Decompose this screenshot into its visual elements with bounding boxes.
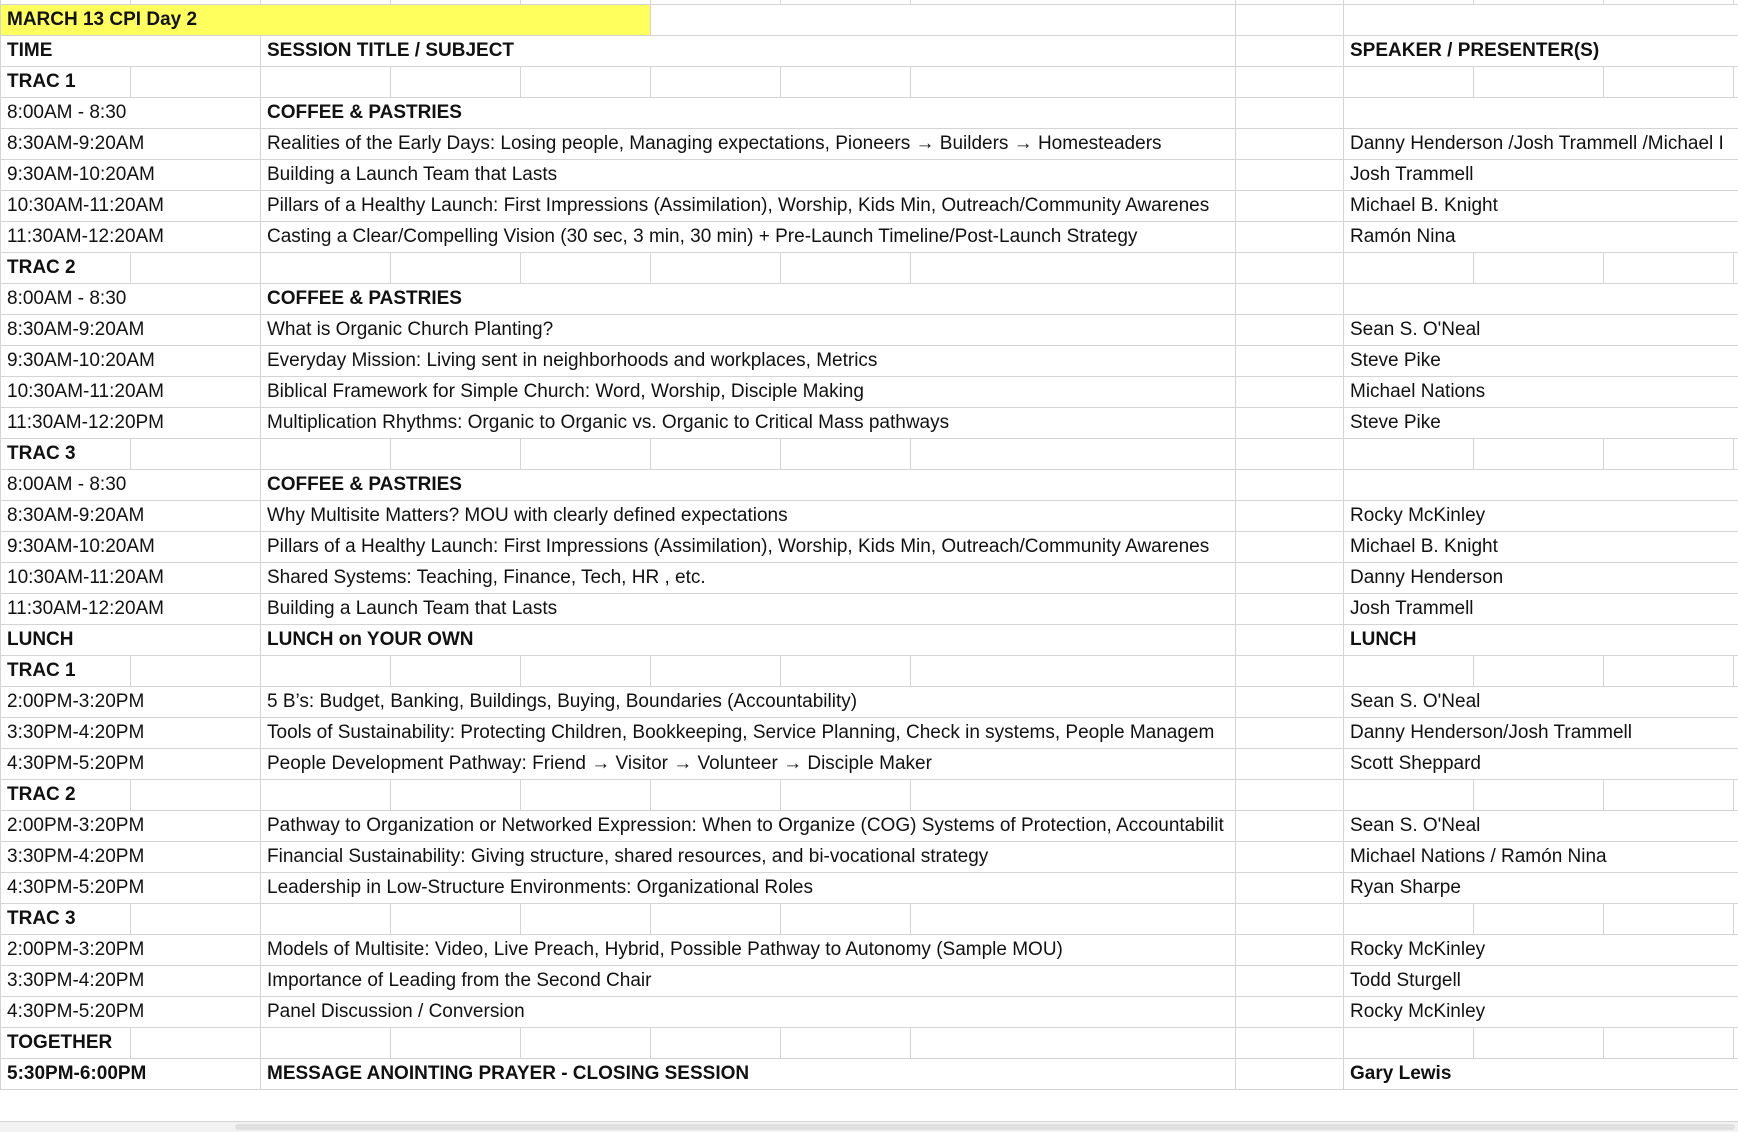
table-row: [1, 594, 1738, 625]
table-row: [1, 253, 1738, 284]
table-row: [1, 873, 1738, 904]
time-cell[interactable]: 11:30AM-12:20AM: [1, 222, 261, 253]
empty-cell[interactable]: [1344, 780, 1474, 811]
empty-cell[interactable]: [651, 67, 781, 98]
empty-cell[interactable]: [781, 780, 911, 811]
speaker-cell[interactable]: Rocky McKinley: [1344, 935, 1738, 966]
time-cell[interactable]: 8:30AM-9:20AM: [1, 315, 261, 346]
time-cell[interactable]: 8:00AM - 8:30: [1, 98, 261, 129]
empty-cell[interactable]: [1474, 656, 1604, 687]
empty-cell[interactable]: [911, 904, 1236, 935]
session-cell[interactable]: Building a Launch Team that Lasts: [261, 594, 1236, 625]
speaker-cell[interactable]: Scott Sheppard: [1344, 749, 1738, 780]
empty-cell[interactable]: [781, 904, 911, 935]
session-cell[interactable]: COFFEE & PASTRIES: [261, 284, 1236, 315]
empty-cell[interactable]: [1236, 904, 1344, 935]
table-row: [1, 98, 1738, 129]
empty-cell[interactable]: [521, 253, 651, 284]
speaker-cell[interactable]: [1344, 284, 1738, 315]
empty-cell[interactable]: [391, 1028, 521, 1059]
empty-cell[interactable]: [1236, 811, 1344, 842]
time-cell[interactable]: 8:30AM-9:20AM: [1, 129, 261, 160]
speaker-cell[interactable]: Michael Nations / Ramón Nina: [1344, 842, 1738, 873]
empty-cell[interactable]: [261, 656, 391, 687]
table-row: [1, 470, 1738, 501]
table-row: [1, 191, 1738, 222]
speaker-cell[interactable]: Danny Henderson: [1344, 563, 1738, 594]
empty-cell[interactable]: [1604, 67, 1734, 98]
speaker-cell[interactable]: Steve Pike: [1344, 408, 1738, 439]
time-cell[interactable]: 11:30AM-12:20AM: [1, 594, 261, 625]
empty-cell[interactable]: [1236, 718, 1344, 749]
speaker-cell[interactable]: Michael Nations: [1344, 377, 1738, 408]
empty-cell[interactable]: [1236, 687, 1344, 718]
table-row: [1, 129, 1738, 160]
empty-cell[interactable]: [1236, 625, 1344, 656]
empty-cell[interactable]: [261, 253, 391, 284]
speaker-cell[interactable]: Ryan Sharpe: [1344, 873, 1738, 904]
session-cell[interactable]: Biblical Framework for Simple Church: Word, Worship, Disciple Making: [261, 377, 1236, 408]
empty-cell[interactable]: [911, 67, 1236, 98]
empty-cell[interactable]: [1734, 439, 1738, 470]
session-cell[interactable]: Tools of Sustainability: Protecting Children, Bookkeeping, Service Planning, Check in systems, People Managem: [261, 718, 1236, 749]
table-row: [1, 1028, 1738, 1059]
empty-cell[interactable]: [261, 439, 391, 470]
empty-cell[interactable]: [1236, 284, 1344, 315]
time-cell[interactable]: 10:30AM-11:20AM: [1, 191, 261, 222]
empty-cell[interactable]: [1344, 67, 1474, 98]
empty-cell[interactable]: [1474, 439, 1604, 470]
empty-cell[interactable]: [1236, 1028, 1344, 1059]
empty-cell[interactable]: [131, 67, 261, 98]
speaker-cell[interactable]: Sean S. O'Neal: [1344, 811, 1738, 842]
time-cell[interactable]: 9:30AM-10:20AM: [1, 160, 261, 191]
speaker-header[interactable]: SPEAKER / PRESENTER(S): [1344, 36, 1738, 67]
speaker-cell[interactable]: Gary Lewis: [1344, 1059, 1738, 1090]
empty-cell[interactable]: [781, 253, 911, 284]
time-cell[interactable]: 2:00PM-3:20PM: [1, 811, 261, 842]
time-cell[interactable]: 8:00AM - 8:30: [1, 284, 261, 315]
table-row: [1, 656, 1738, 687]
time-cell[interactable]: 11:30AM-12:20PM: [1, 408, 261, 439]
empty-cell[interactable]: [1236, 470, 1344, 501]
time-cell[interactable]: 4:30PM-5:20PM: [1, 997, 261, 1028]
session-cell[interactable]: Importance of Leading from the Second Chair: [261, 966, 1236, 997]
table-row: [1, 1059, 1738, 1090]
speaker-cell[interactable]: [1344, 98, 1738, 129]
scrollbar-thumb[interactable]: [235, 1124, 1735, 1130]
empty-cell[interactable]: [911, 780, 1236, 811]
section-label-cell[interactable]: TRAC 3: [1, 439, 131, 470]
empty-cell[interactable]: [131, 904, 261, 935]
empty-cell[interactable]: [651, 253, 781, 284]
empty-cell[interactable]: [1236, 377, 1344, 408]
speaker-cell[interactable]: Rocky McKinley: [1344, 501, 1738, 532]
session-cell[interactable]: What is Organic Church Planting?: [261, 315, 1236, 346]
empty-cell[interactable]: [1734, 904, 1738, 935]
table-row: [1, 563, 1738, 594]
session-cell[interactable]: People Development Pathway: Friend → Visitor → Volunteer → Disciple Maker: [261, 749, 1236, 780]
empty-cell[interactable]: [911, 439, 1236, 470]
time-cell[interactable]: 2:00PM-3:20PM: [1, 687, 261, 718]
empty-cell[interactable]: [651, 656, 781, 687]
speaker-cell[interactable]: Ramón Nina: [1344, 222, 1738, 253]
section-label-cell[interactable]: TRAC 3: [1, 904, 131, 935]
speaker-cell[interactable]: [1344, 470, 1738, 501]
table-row: [1, 408, 1738, 439]
empty-cell[interactable]: [1236, 749, 1344, 780]
empty-cell[interactable]: [131, 253, 261, 284]
session-cell[interactable]: Why Multisite Matters? MOU with clearly defined expectations: [261, 501, 1236, 532]
time-cell[interactable]: 10:30AM-11:20AM: [1, 563, 261, 594]
session-cell[interactable]: Models of Multisite: Video, Live Preach, Hybrid, Possible Pathway to Autonomy (Sample MOU): [261, 935, 1236, 966]
empty-cell[interactable]: [1604, 656, 1734, 687]
empty-cell[interactable]: [1604, 780, 1734, 811]
empty-cell[interactable]: [1734, 656, 1738, 687]
empty-cell[interactable]: [1236, 191, 1344, 222]
empty-cell[interactable]: [1474, 253, 1604, 284]
speaker-cell[interactable]: Todd Sturgell: [1344, 966, 1738, 997]
session-cell[interactable]: MESSAGE ANOINTING PRAYER - CLOSING SESSION: [261, 1059, 1236, 1090]
empty-cell[interactable]: [131, 439, 261, 470]
time-cell[interactable]: 10:30AM-11:20AM: [1, 377, 261, 408]
empty-cell[interactable]: [1236, 346, 1344, 377]
speaker-cell[interactable]: Michael B. Knight: [1344, 191, 1738, 222]
empty-cell[interactable]: [131, 780, 261, 811]
empty-cell[interactable]: [1236, 935, 1344, 966]
section-label-cell[interactable]: TRAC 2: [1, 253, 131, 284]
empty-cell[interactable]: [781, 439, 911, 470]
empty-cell[interactable]: [521, 656, 651, 687]
empty-cell[interactable]: [1474, 1028, 1604, 1059]
speaker-cell[interactable]: Josh Trammell: [1344, 160, 1738, 191]
session-cell[interactable]: COFFEE & PASTRIES: [261, 470, 1236, 501]
empty-cell[interactable]: [521, 67, 651, 98]
time-cell[interactable]: 5:30PM-6:00PM: [1, 1059, 261, 1090]
empty-cell[interactable]: [1236, 997, 1344, 1028]
table-row: [1, 439, 1738, 470]
empty-cell[interactable]: [131, 1028, 261, 1059]
speaker-cell[interactable]: Steve Pike: [1344, 346, 1738, 377]
table-row: [1, 811, 1738, 842]
section-label-cell[interactable]: TRAC 1: [1, 67, 131, 98]
empty-cell[interactable]: [1734, 253, 1738, 284]
speaker-cell[interactable]: Michael B. Knight: [1344, 532, 1738, 563]
empty-cell[interactable]: [1236, 315, 1344, 346]
empty-cell[interactable]: [261, 1028, 391, 1059]
empty-cell[interactable]: [1236, 966, 1344, 997]
table-row: [1, 749, 1738, 780]
session-cell[interactable]: Pathway to Organization or Networked Expression: When to Organize (COG) Systems of Protection, Accountabilit: [261, 811, 1236, 842]
table-row: [1, 501, 1738, 532]
session-cell[interactable]: Financial Sustainability: Giving structure, shared resources, and bi-vocational strategy: [261, 842, 1236, 873]
empty-cell[interactable]: [1236, 253, 1344, 284]
empty-cell[interactable]: [1344, 656, 1474, 687]
empty-cell[interactable]: [1734, 67, 1738, 98]
time-cell[interactable]: 4:30PM-5:20PM: [1, 749, 261, 780]
time-cell[interactable]: 3:30PM-4:20PM: [1, 842, 261, 873]
session-cell[interactable]: 5 B’s: Budget, Banking, Buildings, Buying, Boundaries (Accountability): [261, 687, 1236, 718]
speaker-cell[interactable]: Rocky McKinley: [1344, 997, 1738, 1028]
session-cell[interactable]: Leadership in Low-Structure Environments: Organizational Roles: [261, 873, 1236, 904]
empty-cell[interactable]: [1344, 1028, 1474, 1059]
table-row: [1, 377, 1738, 408]
speaker-cell[interactable]: LUNCH: [1344, 625, 1738, 656]
empty-cell[interactable]: [1236, 129, 1344, 160]
empty-cell[interactable]: [1236, 222, 1344, 253]
table-row: [1, 67, 1738, 98]
empty-cell[interactable]: [1474, 780, 1604, 811]
time-cell[interactable]: 8:30AM-9:20AM: [1, 501, 261, 532]
empty-cell[interactable]: [911, 656, 1236, 687]
table-row: [1, 222, 1738, 253]
speaker-cell[interactable]: Danny Henderson /Josh Trammell /Michael I: [1344, 129, 1738, 160]
section-label-cell[interactable]: TOGETHER: [1, 1028, 131, 1059]
speaker-cell[interactable]: Danny Henderson/Josh Trammell: [1344, 718, 1738, 749]
empty-cell[interactable]: [1236, 656, 1344, 687]
table-row: [1, 687, 1738, 718]
session-cell[interactable]: Pillars of a Healthy Launch: First Impressions (Assimilation), Worship, Kids Min, Outreach/Community Awarenes: [261, 191, 1236, 222]
empty-cell[interactable]: [1236, 594, 1344, 625]
empty-cell[interactable]: [1344, 439, 1474, 470]
sheet-title-cell[interactable]: MARCH 13 CPI Day 2: [1, 5, 651, 36]
empty-cell[interactable]: [391, 439, 521, 470]
empty-cell[interactable]: [1236, 563, 1344, 594]
session-cell[interactable]: Everyday Mission: Living sent in neighborhoods and workplaces, Metrics: [261, 346, 1236, 377]
session-header[interactable]: SESSION TITLE / SUBJECT: [261, 36, 1236, 67]
empty-cell[interactable]: [391, 253, 521, 284]
empty-cell[interactable]: [131, 656, 261, 687]
table-row: [1, 966, 1738, 997]
empty-cell[interactable]: [1734, 1028, 1738, 1059]
empty-cell[interactable]: [1236, 160, 1344, 191]
empty-cell[interactable]: [521, 904, 651, 935]
horizontal-scrollbar[interactable]: [0, 1121, 1738, 1132]
table-row: [1, 625, 1738, 656]
empty-cell[interactable]: [781, 1028, 911, 1059]
empty-cell[interactable]: [1236, 842, 1344, 873]
session-cell[interactable]: Shared Systems: Teaching, Finance, Tech, HR , etc.: [261, 563, 1236, 594]
empty-cell[interactable]: [651, 439, 781, 470]
table-row: [1, 935, 1738, 966]
empty-cell[interactable]: [651, 1028, 781, 1059]
speaker-cell[interactable]: Sean S. O'Neal: [1344, 315, 1738, 346]
empty-cell[interactable]: [1604, 253, 1734, 284]
time-cell[interactable]: 4:30PM-5:20PM: [1, 873, 261, 904]
section-label-cell[interactable]: TRAC 1: [1, 656, 131, 687]
empty-cell[interactable]: [781, 656, 911, 687]
empty-cell[interactable]: [1236, 408, 1344, 439]
empty-cell[interactable]: [911, 1028, 1236, 1059]
empty-cell[interactable]: [391, 656, 521, 687]
table-row: [1, 780, 1738, 811]
table-row: [1, 904, 1738, 935]
session-cell[interactable]: Casting a Clear/Compelling Vision (30 sec, 3 min, 30 min) + Pre-Launch Timeline/Post-Launch Strategy: [261, 222, 1236, 253]
session-cell[interactable]: Building a Launch Team that Lasts: [261, 160, 1236, 191]
empty-cell[interactable]: [651, 904, 781, 935]
session-cell[interactable]: LUNCH on YOUR OWN: [261, 625, 1236, 656]
empty-cell[interactable]: [1604, 1028, 1734, 1059]
empty-cell[interactable]: [391, 780, 521, 811]
empty-cell[interactable]: [1236, 873, 1344, 904]
empty-cell[interactable]: [651, 780, 781, 811]
time-header[interactable]: TIME: [1, 36, 261, 67]
table-row: [1, 315, 1738, 346]
time-cell[interactable]: 8:00AM - 8:30: [1, 470, 261, 501]
empty-cell[interactable]: [1344, 904, 1474, 935]
session-cell[interactable]: Pillars of a Healthy Launch: First Impressions (Assimilation), Worship, Kids Min, Outreach/Community Awarenes: [261, 532, 1236, 563]
empty-cell[interactable]: [1236, 501, 1344, 532]
empty-cell[interactable]: [521, 780, 651, 811]
table-row: [1, 532, 1738, 563]
empty-cell[interactable]: [391, 67, 521, 98]
empty-cell[interactable]: [911, 253, 1236, 284]
empty-cell[interactable]: [1474, 67, 1604, 98]
section-label-cell[interactable]: TRAC 2: [1, 780, 131, 811]
empty-cell[interactable]: [781, 67, 911, 98]
table-row: [1, 842, 1738, 873]
empty-cell[interactable]: [1236, 532, 1344, 563]
time-cell[interactable]: 3:30PM-4:20PM: [1, 966, 261, 997]
empty-cell[interactable]: [1734, 780, 1738, 811]
session-cell[interactable]: Realities of the Early Days: Losing people, Managing expectations, Pioneers → Builders → Homesteaders: [261, 129, 1236, 160]
time-cell[interactable]: LUNCH: [1, 625, 261, 656]
empty-cell[interactable]: [1604, 904, 1734, 935]
empty-cell[interactable]: [1604, 439, 1734, 470]
table-row: [1, 284, 1738, 315]
empty-cell[interactable]: [1236, 439, 1344, 470]
session-cell[interactable]: Panel Discussion / Conversion: [261, 997, 1236, 1028]
empty-cell[interactable]: [261, 904, 391, 935]
speaker-cell[interactable]: Sean S. O'Neal: [1344, 687, 1738, 718]
empty-cell[interactable]: [521, 439, 651, 470]
time-cell[interactable]: 3:30PM-4:20PM: [1, 718, 261, 749]
empty-cell[interactable]: [391, 904, 521, 935]
empty-cell[interactable]: [1236, 1059, 1344, 1090]
header-row: [1, 36, 1738, 67]
empty-cell[interactable]: [261, 780, 391, 811]
table-row: [1, 997, 1738, 1028]
time-cell[interactable]: 2:00PM-3:20PM: [1, 935, 261, 966]
empty-cell[interactable]: [1474, 904, 1604, 935]
speaker-cell[interactable]: Josh Trammell: [1344, 594, 1738, 625]
empty-cell[interactable]: [1236, 67, 1344, 98]
table-row: [1, 346, 1738, 377]
empty-cell[interactable]: [521, 1028, 651, 1059]
session-cell[interactable]: COFFEE & PASTRIES: [261, 98, 1236, 129]
table-row: [1, 160, 1738, 191]
empty-cell[interactable]: [1236, 780, 1344, 811]
empty-cell[interactable]: [261, 67, 391, 98]
time-cell[interactable]: 9:30AM-10:20AM: [1, 346, 261, 377]
table-row: [1, 718, 1738, 749]
time-cell[interactable]: 9:30AM-10:20AM: [1, 532, 261, 563]
title-row: [1, 5, 1738, 36]
session-cell[interactable]: Multiplication Rhythms: Organic to Organic vs. Organic to Critical Mass pathways: [261, 408, 1236, 439]
empty-cell[interactable]: [1236, 98, 1344, 129]
empty-cell[interactable]: [1344, 253, 1474, 284]
